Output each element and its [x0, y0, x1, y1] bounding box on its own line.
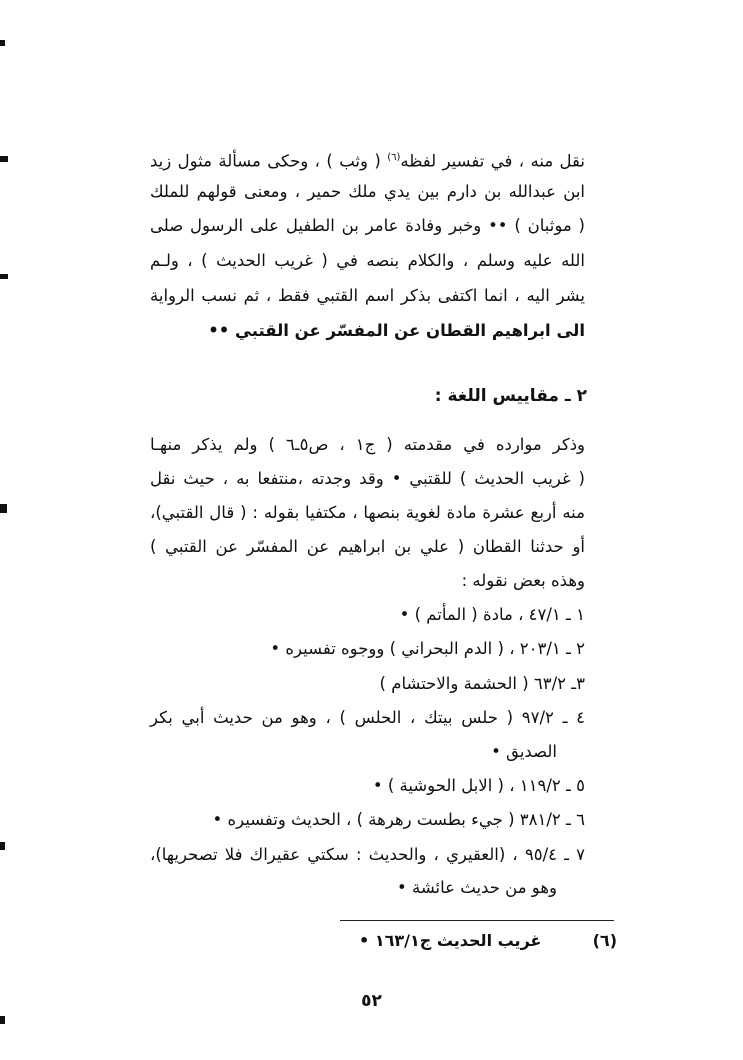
list-item-4: ٤ ـ ٩٧/٢ ( حلس بيتك ، الحلس ) ، وهو من حديث أبي بكر [150, 708, 585, 727]
list-item-7: ٧ ـ ٩٥/٤ ، (العقيري ، والحديث : سكتي عقيراك فلا تصحريها)، [150, 845, 585, 864]
list-item-7-cont: وهو من حديث عائشة • [397, 878, 557, 897]
para2-line-1: وذكر موارده في مقدمته ( ج١ ، ص٥ـ٦ ) ولم يذكر منهـا [150, 435, 586, 454]
para1-line-6: الى ابراهيم القطان عن المفسّر عن القتبي •• [208, 321, 585, 340]
list-item-6: ٦ ـ ٣٨١/٢ ( جيء بطست رهرهة ) ، الحديث وتفسيره • [212, 810, 585, 829]
footnote-number: (٦) [592, 931, 617, 950]
para1-line-2: ابن عبدالله بن دارم بين يدي ملك حمير ، ومعنى قولهم للملك [150, 182, 585, 201]
list-item-2: ٢ ـ ٢٠٣/١ ، ( الدم البحراني ) ووجوه تفسيره • [270, 639, 585, 658]
list-item-4-cont: الصديق • [491, 742, 557, 761]
para1-line-5: يشر اليه ، انما اكتفى بذكر اسم القتبي فقط ، ثم نسب الرواية [150, 286, 585, 305]
scan-mark [0, 1016, 5, 1024]
para2-line-3: منه أربع عشرة مادة لغوية بنصها ، مكتفيا بقوله : ( قال القتبي)، [150, 503, 585, 522]
para2-line-5: وهذه بعض نقوله : [461, 571, 585, 590]
list-item-5: ٥ ـ ١١٩/٢ ، ( الابل الحوشية ) • [372, 776, 585, 795]
page-number: ٥٢ [361, 991, 382, 1011]
para1-line-1-tail: ( وثب ) ، وحكى مسألة مثول زيد [150, 151, 388, 171]
section-heading: ٢ ـ مقاييس اللغة : [434, 386, 587, 406]
list-item-1: ١ ـ ٤٧/١ ، مادة ( المأتم ) • [399, 605, 585, 624]
footnote-ref: (٦) [387, 152, 401, 163]
footnote-text: غريب الحديث ج١٦٣/١ • [359, 931, 542, 950]
scan-mark [0, 156, 8, 162]
footnote-rule [340, 920, 614, 921]
para2-line-4: أو حدثنا القطان ( علي بن ابراهيم عن المفسّر عن القتبي ) [150, 537, 585, 556]
footnote [0, 929, 743, 953]
scan-mark [0, 842, 5, 850]
para1-line-1-text: نقل منه ، في تفسير لفظه [400, 151, 585, 171]
scan-mark [0, 40, 5, 46]
scan-mark [0, 274, 8, 279]
para2-line-2: ( غريب الحديث ) للقتبي • وقد وجدته ،منتفعا به ، حيث نقل [150, 469, 585, 488]
scan-mark [0, 504, 7, 513]
para1-line-3: ( موثبان ) •• وخبر وفادة عامر بن الطفيل على الرسول صلى [150, 216, 585, 235]
para1-line-4: الله عليه وسلم ، والكلام بنصه في ( غريب الحديث ) ، ولـم [150, 251, 585, 270]
list-item-3: ٣ـ ٦٣/٢ ( الحشمة والاحتشام ) [379, 674, 585, 693]
para1-line-1 [150, 146, 585, 174]
